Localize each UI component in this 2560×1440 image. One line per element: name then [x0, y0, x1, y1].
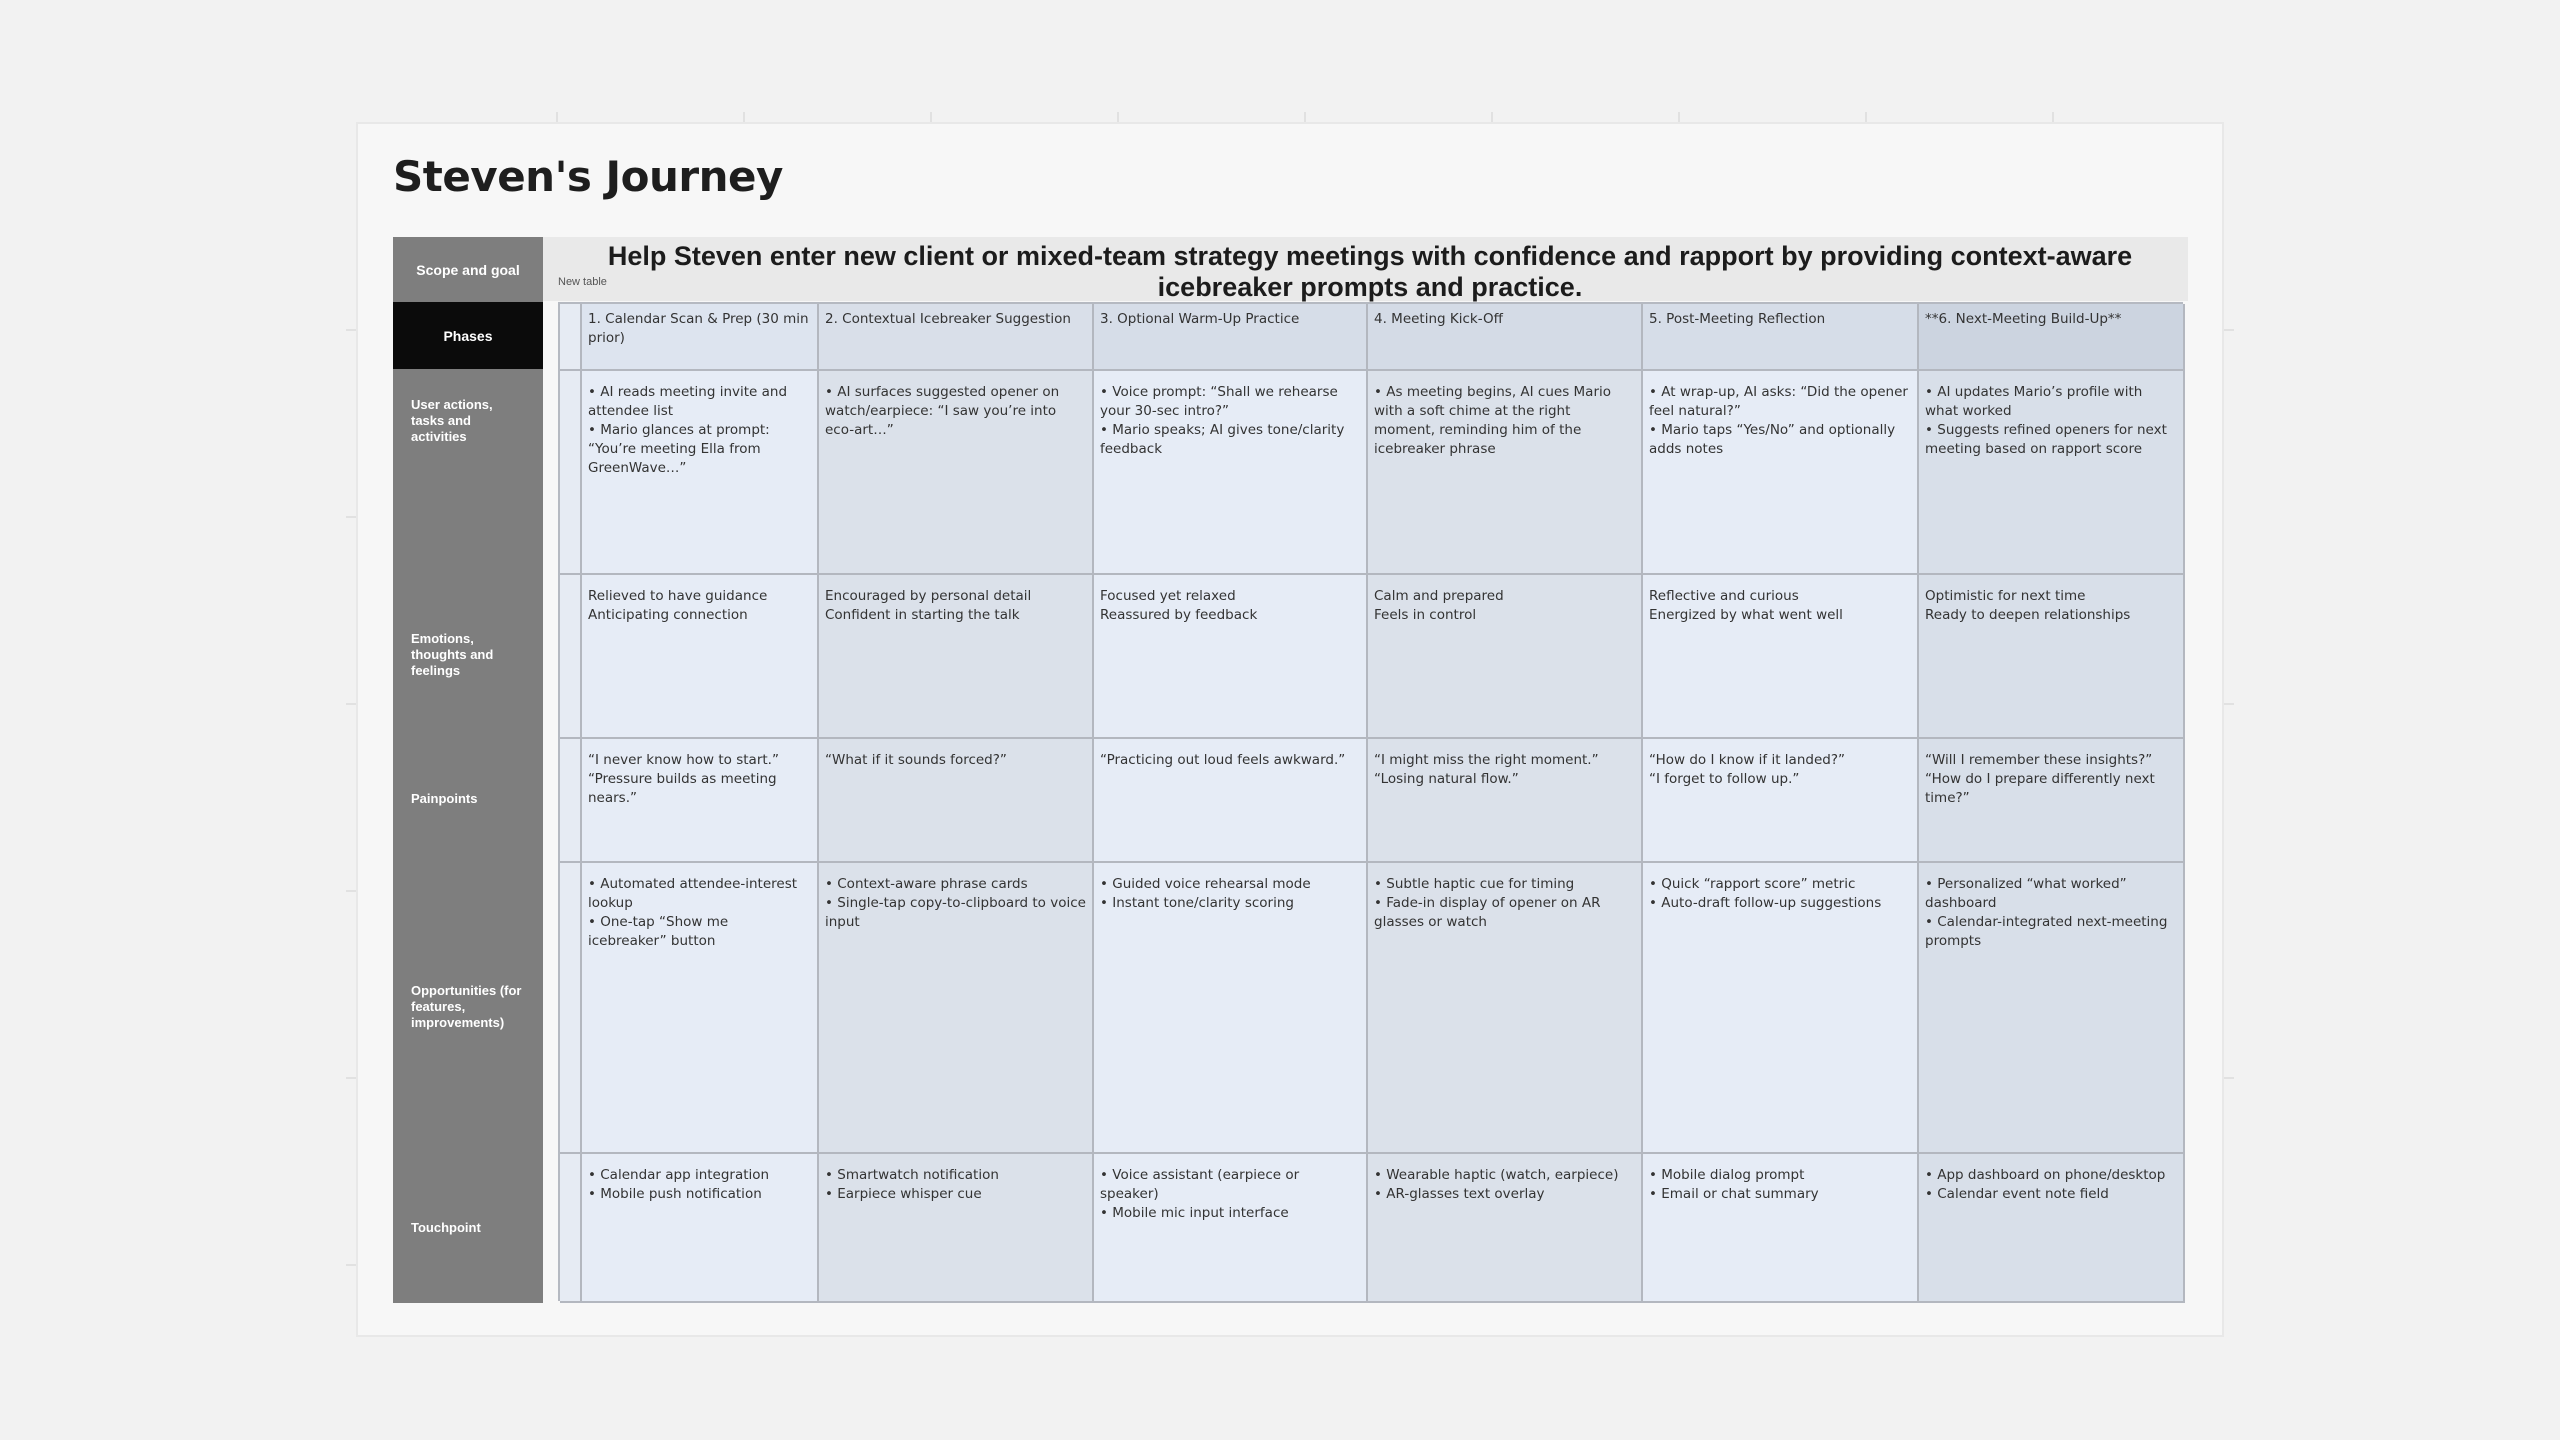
- painpoints-cell[interactable]: “How do I know if it landed?” “I forget to follow up.”: [1643, 739, 1919, 863]
- opportunities-cell[interactable]: • Subtle haptic cue for timing • Fade-in display of opener on AR glasses or watch: [1368, 863, 1643, 1154]
- row-label-opportunities: [393, 861, 543, 1152]
- actions-cell[interactable]: • As meeting begins, AI cues Mario with a soft chime at the right moment, reminding him of the icebreaker phrase: [1368, 371, 1643, 575]
- actions-cell[interactable]: • AI reads meeting invite and attendee list • Mario glances at prompt: “You’re meeting Ella from GreenWave…”: [582, 371, 819, 575]
- painpoints-cell[interactable]: “I might miss the right moment.” “Losing natural flow.”: [1368, 739, 1643, 863]
- touchpoint-cell[interactable]: • Mobile dialog prompt • Email or chat summary: [1643, 1154, 1919, 1303]
- row-label-opportunities-text: Opportunities (for features, improvements): [411, 982, 522, 1030]
- phase-cell[interactable]: 4. Meeting Kick-Off: [1368, 304, 1643, 371]
- phase-cell[interactable]: 5. Post-Meeting Reflection: [1643, 304, 1919, 371]
- row-label-touchpoint-text: Touchpoint: [411, 1219, 481, 1235]
- phase-cell[interactable]: 3. Optional Warm-Up Practice: [1094, 304, 1368, 371]
- touchpoint-cell[interactable]: • App dashboard on phone/desktop • Calendar event note field: [1919, 1154, 2185, 1303]
- row-label-phases: Phases: [393, 302, 543, 369]
- emotions-cell[interactable]: Calm and prepared Feels in control: [1368, 575, 1643, 739]
- row-label-painpoints: [393, 737, 543, 861]
- journey-table: [558, 302, 2183, 1301]
- emotions-cell[interactable]: Encouraged by personal detail Confident in starting the talk: [819, 575, 1094, 739]
- phase-cell[interactable]: 2. Contextual Icebreaker Suggestion: [819, 304, 1094, 371]
- phase-cell[interactable]: 1. Calendar Scan & Prep (30 min prior): [582, 304, 819, 371]
- actions-cell[interactable]: • AI surfaces suggested opener on watch/earpiece: “I saw you’re into eco-art…”: [819, 371, 1094, 575]
- emotions-cell[interactable]: Reflective and curious Energized by what went well: [1643, 575, 1919, 739]
- row-label-actions-text: User actions, tasks and activities: [411, 397, 493, 444]
- touchpoint-cell[interactable]: • Smartwatch notification • Earpiece whisper cue: [819, 1154, 1094, 1303]
- row-label-emotions: [393, 573, 543, 737]
- opportunities-cell[interactable]: • Context-aware phrase cards • Single-tap copy-to-clipboard to voice input: [819, 863, 1094, 1154]
- actions-cell[interactable]: • At wrap-up, AI asks: “Did the opener feel natural?” • Mario taps “Yes/No” and optionally adds notes: [1643, 371, 1919, 575]
- row-gutter: [560, 863, 582, 1154]
- touchpoint-cell[interactable]: • Voice assistant (earpiece or speaker) • Mobile mic input interface: [1094, 1154, 1368, 1303]
- row-label-actions: [393, 369, 543, 573]
- actions-cell[interactable]: • Voice prompt: “Shall we rehearse your 30-sec intro?” • Mario speaks; AI gives tone/clarity feedback: [1094, 371, 1368, 575]
- opportunities-cell[interactable]: • Quick “rapport score” metric • Auto-draft follow-up suggestions: [1643, 863, 1919, 1154]
- emotions-cell[interactable]: Optimistic for next time Ready to deepen relationships: [1919, 575, 2185, 739]
- phase-cell[interactable]: **6. Next-Meeting Build-Up**: [1919, 304, 2185, 371]
- row-gutter: [560, 739, 582, 863]
- opportunities-cell[interactable]: • Guided voice rehearsal mode • Instant tone/clarity scoring: [1094, 863, 1368, 1154]
- scope-goal-text: Help Steven enter new client or mixed-team strategy meetings with confidence and rapport by providing context-aware icebreaker prompts and practice.: [607, 241, 2133, 302]
- touchpoint-cell[interactable]: • Calendar app integration • Mobile push notification: [582, 1154, 819, 1303]
- actions-cell[interactable]: • AI updates Mario’s profile with what worked • Suggests refined openers for next meeting based on rapport score: [1919, 371, 2185, 575]
- row-label-emotions-text: Emotions, thoughts and feelings: [411, 631, 494, 678]
- touchpoint-cell[interactable]: • Wearable haptic (watch, earpiece) • AR-glasses text overlay: [1368, 1154, 1643, 1303]
- row-label-scope: Scope and goal: [393, 237, 543, 302]
- row-label-touchpoint: [393, 1152, 543, 1303]
- row-gutter: [560, 304, 582, 371]
- row-label-painpoints-text: Painpoints: [411, 791, 478, 806]
- opportunities-cell[interactable]: • Personalized “what worked” dashboard • Calendar-integrated next-meeting prompts: [1919, 863, 2185, 1154]
- emotions-cell[interactable]: Focused yet relaxed Reassured by feedback: [1094, 575, 1368, 739]
- painpoints-cell[interactable]: “Practicing out loud feels awkward.”: [1094, 739, 1368, 863]
- new-table-label[interactable]: New table: [558, 276, 607, 288]
- painpoints-cell[interactable]: “I never know how to start.” “Pressure builds as meeting nears.”: [582, 739, 819, 863]
- page-title: Steven's Journey: [393, 152, 783, 201]
- emotions-cell[interactable]: Relieved to have guidance Anticipating connection: [582, 575, 819, 739]
- row-gutter: [560, 371, 582, 575]
- row-gutter: [560, 575, 582, 739]
- painpoints-cell[interactable]: “What if it sounds forced?”: [819, 739, 1094, 863]
- painpoints-cell[interactable]: “Will I remember these insights?” “How do I prepare differently next time?”: [1919, 739, 2185, 863]
- opportunities-cell[interactable]: • Automated attendee-interest lookup • One-tap “Show me icebreaker” button: [582, 863, 819, 1154]
- row-gutter: [560, 1154, 582, 1303]
